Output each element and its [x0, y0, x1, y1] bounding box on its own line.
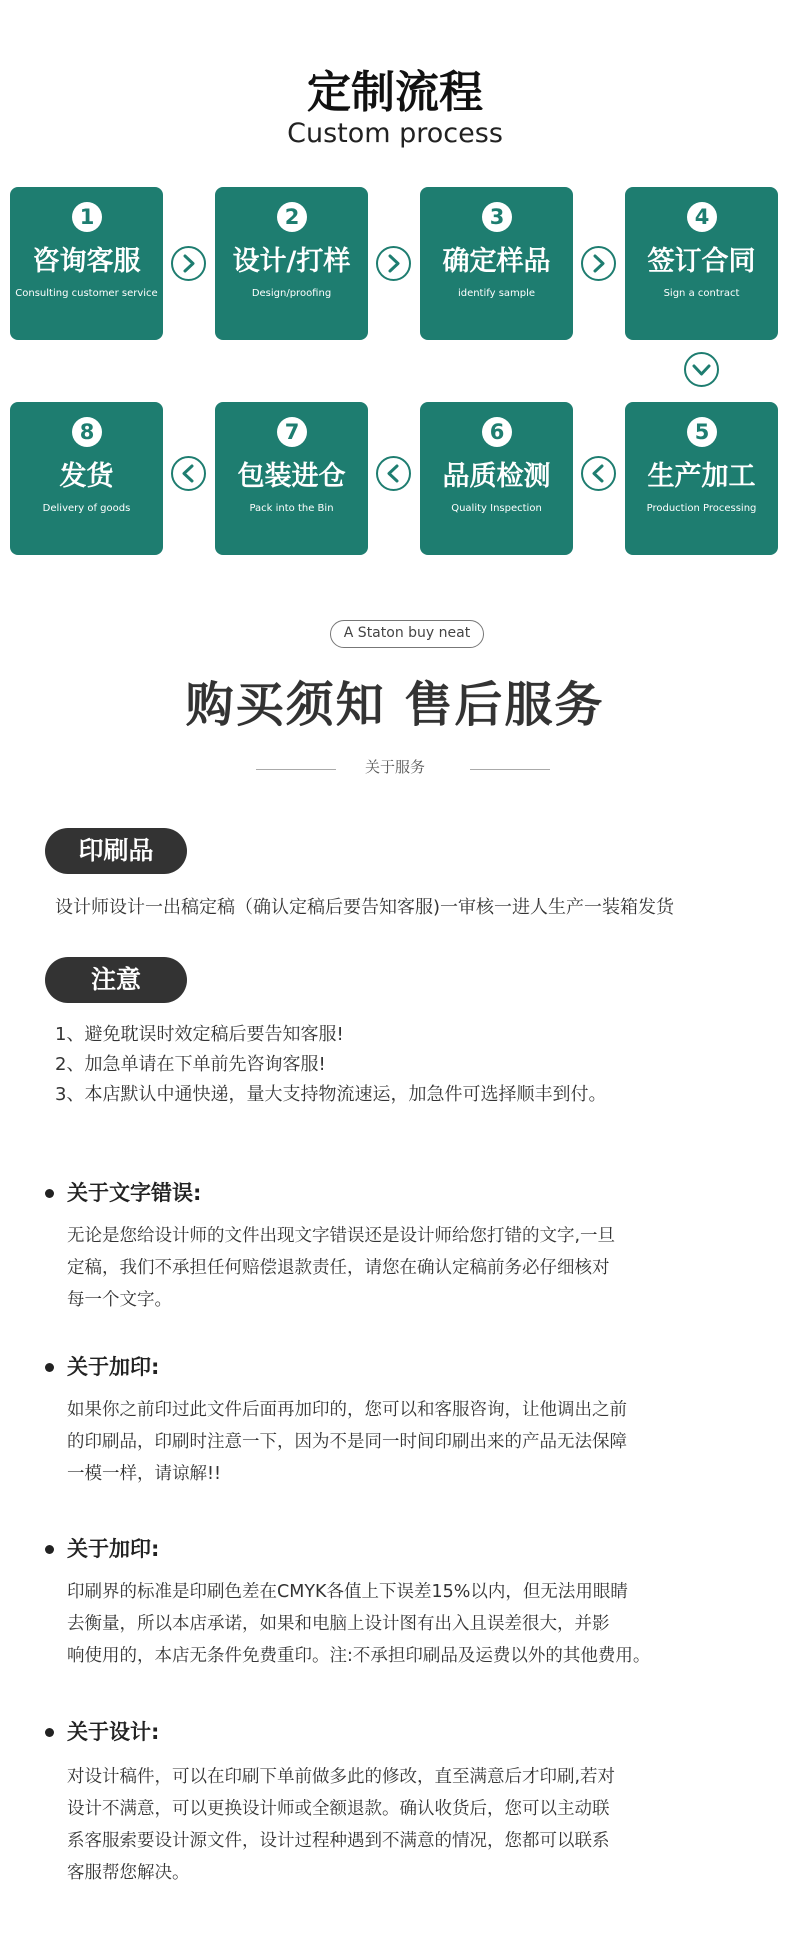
- step-name: 生产加工: [647, 461, 756, 492]
- step-box-8: [10, 402, 163, 555]
- bullet-icon: [45, 1363, 54, 1372]
- step-name: 确定样品: [442, 246, 551, 277]
- step-box-2: [215, 187, 368, 340]
- section-line: 如果你之前印过此文件后面再加印的，您可以和客服咨询，让他调出之前: [67, 1400, 627, 1420]
- section-line: 设计不满意，可以更换设计师或全额退款。确认收货后，您可以主动联: [67, 1799, 610, 1819]
- section-line: 的印刷品，印刷时注意一下，因为不是同一时间印刷出来的产品无法保障: [67, 1432, 627, 1452]
- step-box-7: [215, 402, 368, 555]
- step-number: 6: [482, 417, 512, 447]
- step-number: 3: [482, 202, 512, 232]
- section-heading: 关于加印:: [67, 1537, 160, 1561]
- step-number: 4: [687, 202, 717, 232]
- arrow-left-icon: [581, 456, 616, 491]
- bullet-icon: [45, 1189, 54, 1198]
- section-line: 无论是您给设计师的文件出现文字错误还是设计师给您打错的文字,一旦: [67, 1226, 616, 1246]
- section-line: 对设计稿件，可以在印刷下单前做多此的修改，直至满意后才印刷,若对: [67, 1767, 616, 1787]
- attention-item: 3、本店默认中通快递，量大支持物流速运，加急件可选择顺丰到付。: [55, 1084, 607, 1105]
- step-name: 设计/打样: [232, 246, 351, 277]
- step-number: 5: [687, 417, 717, 447]
- divider-right: [470, 769, 550, 770]
- step-number: 7: [277, 417, 307, 447]
- section-heading: 关于加印:: [67, 1355, 160, 1379]
- page-title: 定制流程: [307, 67, 483, 118]
- section-line: 系客服索要设计源文件，设计过程种遇到不满意的情况，您都可以联系: [67, 1831, 610, 1851]
- step-name: 品质检测: [442, 461, 551, 492]
- section-line: 响使用的，本店无条件免费重印。注:不承担印刷品及运费以外的其他费用。: [67, 1646, 651, 1666]
- step-number: 8: [72, 417, 102, 447]
- arrow-left-icon: [171, 456, 206, 491]
- notice-subtitle: 关于服务: [364, 758, 425, 776]
- bullet-icon: [45, 1728, 54, 1737]
- print-process-text: 设计师设计一出稿定稿（确认定稿后要告知客服)一审核一进人生产一装箱发货: [55, 897, 675, 918]
- step-name: 签订合同: [647, 246, 756, 277]
- arrow-right-icon: [171, 246, 206, 281]
- arrow-right-icon: [376, 246, 411, 281]
- step-english: Pack into the Bin: [249, 503, 334, 514]
- section-line: 客服帮您解决。: [67, 1863, 190, 1883]
- step-name: 咨询客服: [32, 246, 141, 277]
- attention-item: 1、避免耽误时效定稿后要告知客服!: [55, 1024, 344, 1045]
- section-line: 每一个文字。: [67, 1290, 172, 1310]
- step-english: Consulting customer service: [15, 288, 158, 299]
- step-box-3: [420, 187, 573, 340]
- step-english: Delivery of goods: [42, 503, 131, 514]
- section-line: 定稿，我们不承担任何赔偿退款责任，请您在确认定稿前务必仔细核对: [67, 1258, 610, 1278]
- section-line: 印刷界的标准是印刷色差在CMYK各值上下误差15%以内，但无法用眼睛: [67, 1582, 628, 1602]
- arrow-right-icon: [581, 246, 616, 281]
- step-number: 1: [72, 202, 102, 232]
- arrow-left-icon: [376, 456, 411, 491]
- step-box-6: [420, 402, 573, 555]
- attention-tag: 注意: [45, 957, 187, 1003]
- step-english: Quality Inspection: [451, 503, 542, 514]
- step-box-5: [625, 402, 778, 555]
- section-line: 去衡量，所以本店承诺，如果和电脑上设计图有出入且误差很大，并影: [67, 1614, 610, 1634]
- bullet-icon: [45, 1545, 54, 1554]
- step-number: 2: [277, 202, 307, 232]
- step-name: 包装进仓: [237, 461, 346, 492]
- section-heading: 关于设计:: [67, 1720, 160, 1744]
- tagline-pill: A Staton buy neat: [330, 620, 484, 648]
- section-line: 一模一样，请谅解!!: [67, 1464, 222, 1484]
- step-english: identify sample: [457, 288, 536, 299]
- step-box-1: [10, 187, 163, 340]
- notice-title: 购买须知 售后服务: [185, 677, 605, 733]
- page-subtitle: Custom process: [287, 118, 503, 149]
- step-english: Design/proofing: [251, 288, 332, 299]
- step-name: 发货: [59, 461, 114, 492]
- arrow-down-icon: [684, 352, 719, 387]
- step-english: Production Processing: [646, 503, 757, 514]
- step-english: Sign a contract: [663, 288, 740, 299]
- step-box-4: [625, 187, 778, 340]
- attention-item: 2、加急单请在下单前先咨询客服!: [55, 1054, 326, 1075]
- print-tag: 印刷品: [45, 828, 187, 874]
- section-heading: 关于文字错误:: [67, 1181, 202, 1205]
